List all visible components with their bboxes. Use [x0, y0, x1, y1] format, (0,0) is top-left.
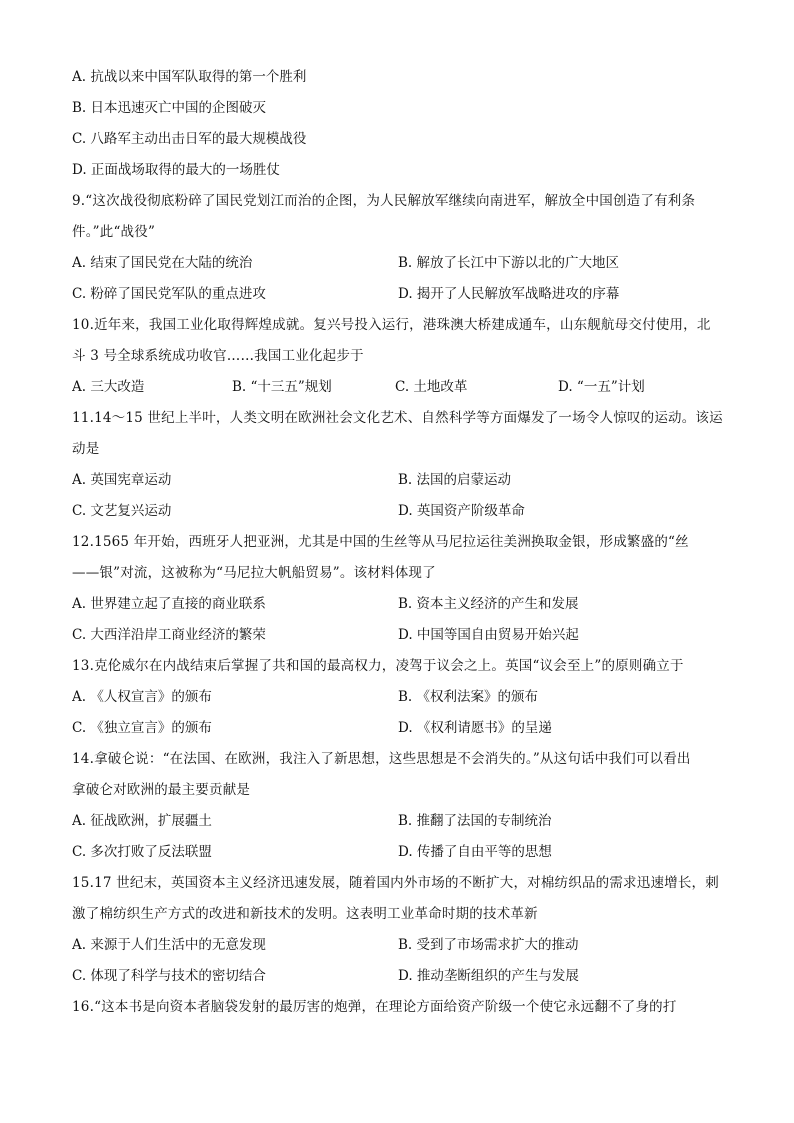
- q13-options-row-1: [72, 682, 724, 713]
- q11-stem-line-1: 11.14～15 世纪上半叶，人类文明在欧洲社会文化艺术、自然科学等方面爆发了一场令人惊叹的运动。该运: [72, 410, 723, 426]
- q13-options-row-2: [72, 713, 724, 744]
- q14-option-b[interactable]: B. 推翻了法国的专制统治: [398, 813, 552, 829]
- q9-option-b[interactable]: B. 解放了长江中下游以北的广大地区: [398, 255, 620, 271]
- q12-option-a[interactable]: A. 世界建立起了直接的商业联系: [72, 596, 266, 612]
- q13-option-b[interactable]: B. 《权利法案》的颁布: [398, 689, 539, 705]
- q10-option-d[interactable]: D. “一五”计划: [558, 379, 645, 395]
- q10-option-a[interactable]: A. 三大改造: [72, 379, 145, 395]
- q12-option-b[interactable]: B. 资本主义经济的产生和发展: [398, 596, 579, 612]
- q15-options-row-1: [72, 930, 724, 961]
- q14-options-row-1: [72, 806, 724, 837]
- q15-stem-line-1: 15.17 世纪末，英国资本主义经济迅速发展，随着国内外市场的不断扩大，对棉纺织品的需求迅速增长，刺: [72, 875, 719, 891]
- q14-option-c[interactable]: C. 多次打败了反法联盟: [72, 844, 212, 860]
- q9-option-d[interactable]: D. 揭开了人民解放军战略进攻的序幕: [398, 286, 620, 302]
- q11-option-b[interactable]: B. 法国的启蒙运动: [398, 472, 512, 488]
- q11-option-a[interactable]: A. 英国宪章运动: [72, 472, 172, 488]
- q9-options-row-2: [72, 279, 724, 310]
- q10-options-row: [72, 372, 724, 403]
- q14-option-a[interactable]: A. 征战欧洲，扩展疆土: [72, 813, 212, 829]
- q11-options-row-2: [72, 496, 724, 527]
- q9-option-a[interactable]: A. 结束了国民党在大陆的统治: [72, 255, 253, 271]
- q10-stem-line-2: 斗 3 号全球系统成功收官……我国工业化起步于: [72, 348, 364, 364]
- q9-option-c[interactable]: C. 粉碎了国民党军队的重点进攻: [72, 286, 266, 302]
- q14-stem-line-1: 14.拿破仑说：“在法国、在欧洲，我注入了新思想，这些思想是不会消失的。”从这句话中我们可以看出: [72, 751, 691, 767]
- q9-stem-line-1: 9.“这次战役彻底粉碎了国民党划江而治的企图，为人民解放军继续向南进军，解放全中国创造了有利条: [72, 193, 696, 209]
- exam-page: [72, 62, 724, 1023]
- q11-option-d[interactable]: D. 英国资产阶级革命: [398, 503, 525, 519]
- q10-option-c[interactable]: C. 土地改革: [395, 379, 468, 395]
- q13-option-a[interactable]: A. 《人权宣言》的颁布: [72, 689, 212, 705]
- q15-option-a[interactable]: A. 来源于人们生活中的无意发现: [72, 937, 266, 953]
- q9-stem-line-2: 件。”此“战役”: [72, 224, 156, 240]
- q14-stem-line-2: 拿破仑对欧洲的最主要贡献是: [72, 782, 251, 798]
- q13-option-d[interactable]: D. 《权利请愿书》的呈递: [398, 720, 552, 736]
- q10-stem-line-1: 10.近年来，我国工业化取得辉煌成就。复兴号投入运行，港珠澳大桥建成通车，山东舰航母交付使用，北: [72, 317, 711, 333]
- q14-options-row-2: [72, 837, 724, 868]
- q13-option-c[interactable]: C. 《独立宣言》的颁布: [72, 720, 212, 736]
- q12-stem-line-2: ——银”对流，这被称为“马尼拉大帆船贸易”。该材料体现了: [72, 565, 436, 581]
- prev-option-c[interactable]: C. 八路军主动出击日军的最大规模战役: [72, 131, 307, 147]
- q15-options-row-2: [72, 961, 724, 992]
- q16-stem-line-1: 16.“这本书是向资本者脑袋发射的最厉害的炮弹，在理论方面给资产阶级一个使它永远翻不了身的打: [72, 999, 677, 1015]
- q10-option-b[interactable]: B. “十三五”规划: [232, 379, 332, 395]
- q13-stem-line-1: 13.克伦威尔在内战结束后掌握了共和国的最高权力，凌驾于议会之上。英国“议会至上”的原则确立于: [72, 658, 684, 674]
- q12-option-c[interactable]: C. 大西洋沿岸工商业经济的繁荣: [72, 627, 266, 643]
- q11-stem-line-2: 动是: [72, 441, 100, 457]
- prev-option-a[interactable]: A. 抗战以来中国军队取得的第一个胜利: [72, 69, 307, 85]
- prev-option-b[interactable]: B. 日本迅速灭亡中国的企图破灭: [72, 100, 267, 116]
- prev-option-d[interactable]: D. 正面战场取得的最大的一场胜仗: [72, 162, 280, 178]
- q15-option-c[interactable]: C. 体现了科学与技术的密切结合: [72, 968, 266, 984]
- q15-option-b[interactable]: B. 受到了市场需求扩大的推动: [398, 937, 579, 953]
- q14-option-d[interactable]: D. 传播了自由平等的思想: [398, 844, 552, 860]
- q9-options-row-1: [72, 248, 724, 279]
- q15-option-d[interactable]: D. 推动垄断组织的产生与发展: [398, 968, 579, 984]
- q12-stem-line-1: 12.1565 年开始，西班牙人把亚洲，尤其是中国的生丝等从马尼拉运往美洲换取金银，形成繁盛的“丝: [72, 534, 689, 550]
- q11-option-c[interactable]: C. 文艺复兴运动: [72, 503, 172, 519]
- q11-options-row-1: [72, 465, 724, 496]
- q12-options-row-1: [72, 589, 724, 620]
- q15-stem-line-2: 激了棉纺织生产方式的改进和新技术的发明。这表明工业革命时期的技术革新: [72, 906, 538, 922]
- q12-option-d[interactable]: D. 中国等国自由贸易开始兴起: [398, 627, 579, 643]
- q12-options-row-2: [72, 620, 724, 651]
